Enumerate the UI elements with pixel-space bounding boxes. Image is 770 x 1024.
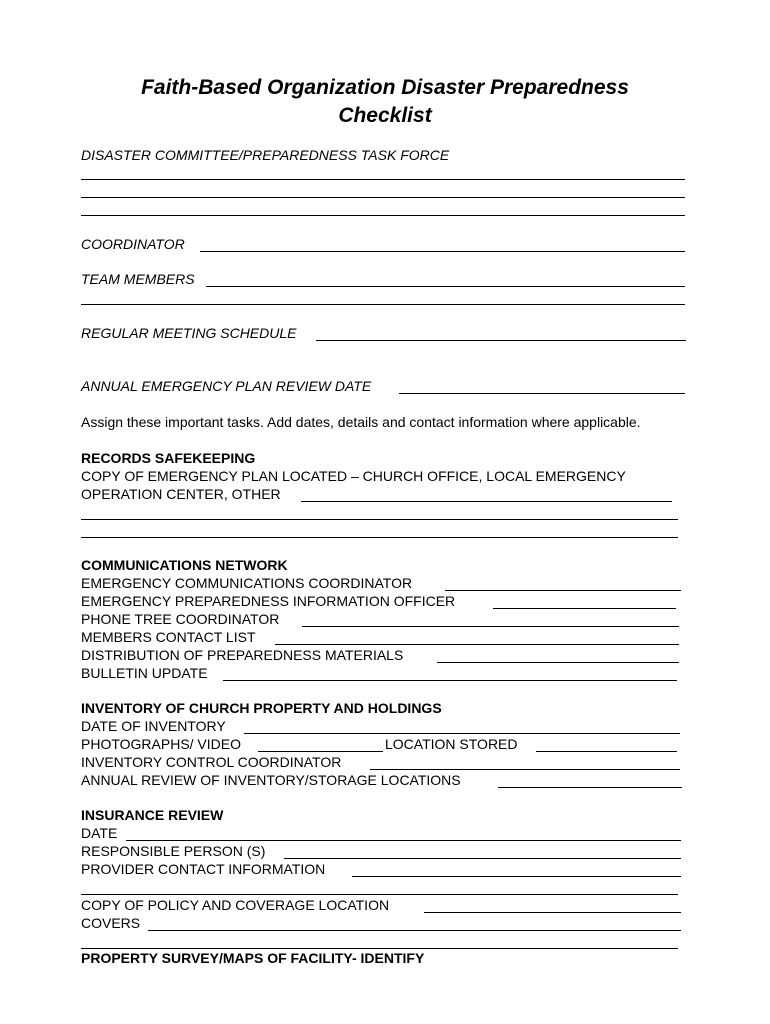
responsible-field[interactable]: [284, 858, 681, 859]
responsible-label: RESPONSIBLE PERSON (S): [81, 843, 266, 859]
location-stored-label: LOCATION STORED: [385, 736, 518, 752]
comm-item-label: EMERGENCY PREPAREDNESS INFORMATION OFFICER: [81, 593, 456, 609]
comm-item-field[interactable]: [275, 644, 679, 645]
team-members-label: TEAM MEMBERS: [81, 271, 195, 287]
comm-item-field[interactable]: [445, 590, 681, 591]
inventory-review-label: ANNUAL REVIEW OF INVENTORY/STORAGE LOCATIONS: [81, 772, 461, 788]
coordinator-field[interactable]: [200, 251, 685, 252]
photos-label: PHOTOGRAPHS/ VIDEO: [81, 736, 241, 752]
provider-field-2[interactable]: [81, 894, 678, 895]
committee-line-3[interactable]: [81, 215, 685, 216]
insurance-heading: INSURANCE REVIEW: [81, 807, 224, 823]
property-survey-heading: PROPERTY SURVEY/MAPS OF FACILITY- IDENTIFY: [81, 950, 425, 966]
comm-item-field[interactable]: [493, 608, 676, 609]
photos-field[interactable]: [258, 751, 383, 752]
team-members-field[interactable]: [206, 286, 685, 287]
inventory-date-field[interactable]: [244, 733, 680, 734]
inventory-date-label: DATE OF INVENTORY: [81, 718, 226, 734]
records-other-field[interactable]: [301, 501, 672, 502]
committee-line-1[interactable]: [81, 179, 685, 180]
inventory-review-field[interactable]: [498, 787, 682, 788]
comm-item-label: BULLETIN UPDATE: [81, 665, 208, 681]
policy-label: COPY OF POLICY AND COVERAGE LOCATION: [81, 897, 390, 913]
covers-field[interactable]: [148, 930, 681, 931]
inventory-heading: INVENTORY OF CHURCH PROPERTY AND HOLDINGS: [81, 700, 442, 716]
covers-label: COVERS: [81, 915, 141, 931]
records-line-field-2[interactable]: [81, 519, 678, 520]
control-coordinator-label: INVENTORY CONTROL COORDINATOR: [81, 754, 342, 770]
instructions-text: Assign these important tasks. Add dates, details and contact information where applicable.: [81, 414, 641, 430]
annual-review-field[interactable]: [399, 393, 685, 394]
communications-heading: COMMUNICATIONS NETWORK: [81, 557, 288, 573]
comm-item-field[interactable]: [223, 680, 677, 681]
comm-item-field[interactable]: [437, 662, 679, 663]
control-coordinator-field[interactable]: [370, 769, 680, 770]
committee-label: DISASTER COMMITTEE/PREPAREDNESS TASK FORCE: [81, 147, 450, 163]
policy-field[interactable]: [424, 912, 681, 913]
meeting-schedule-field[interactable]: [316, 340, 686, 341]
comm-item-field[interactable]: [302, 626, 679, 627]
comm-item-label: DISTRIBUTION OF PREPAREDNESS MATERIALS: [81, 647, 404, 663]
coordinator-label: COORDINATOR: [81, 236, 185, 252]
team-members-line-2[interactable]: [81, 304, 685, 305]
comm-item-label: EMERGENCY COMMUNICATIONS COORDINATOR: [81, 575, 413, 591]
insurance-date-field[interactable]: [126, 840, 681, 841]
comm-item-label: MEMBERS CONTACT LIST: [81, 629, 256, 645]
insurance-date-label: DATE: [81, 825, 118, 841]
meeting-schedule-label: REGULAR MEETING SCHEDULE: [81, 325, 297, 341]
page-title: Faith-Based Organization Disaster Preparedness: [141, 76, 629, 99]
records-heading: RECORDS SAFEKEEPING: [81, 450, 256, 466]
provider-label: PROVIDER CONTACT INFORMATION: [81, 861, 326, 877]
records-line-1: COPY OF EMERGENCY PLAN LOCATED – CHURCH OFFICE, LOCAL EMERGENCY: [81, 468, 626, 484]
committee-line-2[interactable]: [81, 197, 685, 198]
annual-review-label: ANNUAL EMERGENCY PLAN REVIEW DATE: [81, 378, 372, 394]
records-line-field-3[interactable]: [81, 537, 678, 538]
location-stored-field[interactable]: [536, 751, 677, 752]
covers-field-2[interactable]: [81, 948, 678, 949]
comm-item-label: PHONE TREE COORDINATOR: [81, 611, 280, 627]
provider-field[interactable]: [352, 876, 681, 877]
records-line-2: OPERATION CENTER, OTHER: [81, 486, 281, 502]
page-title-line2: Checklist: [338, 104, 432, 127]
